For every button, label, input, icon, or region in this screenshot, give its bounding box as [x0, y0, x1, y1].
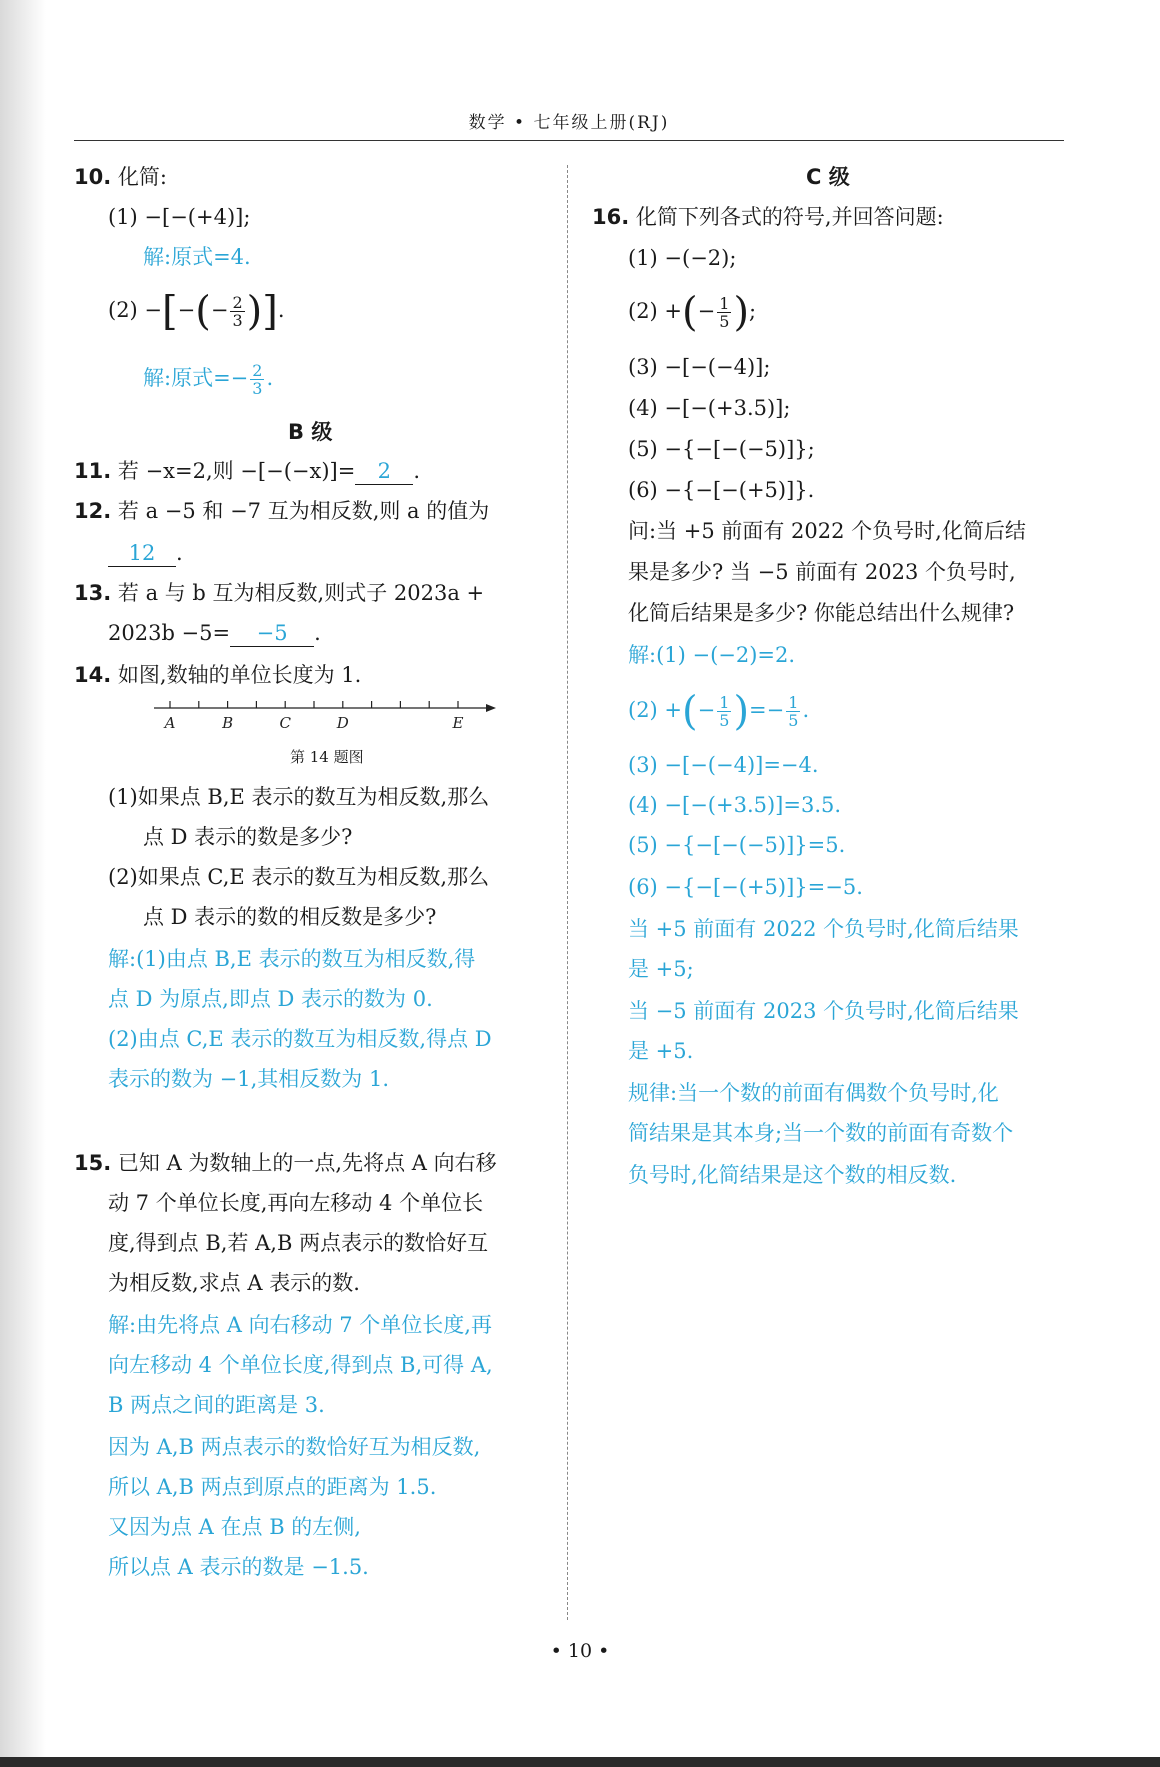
q16-conclusion-line: 负号时,化简结果是这个数的相反数. [628, 1163, 957, 1187]
level-c-heading: C 级 [806, 165, 850, 189]
q13: 13. 若 a 与 b 互为相反数,则式子 2023a + [74, 581, 485, 605]
q15-answer-line: 所以 A,B 两点到原点的距离为 1.5. [108, 1475, 437, 1499]
q15-line: 度,得到点 B,若 A,B 两点表示的数恰好互 [108, 1231, 489, 1255]
q14-part2-line1: (2)如果点 C,E 表示的数互为相反数,那么 [108, 865, 490, 889]
q14-answer-line: 表示的数为 −1,其相反数为 1. [108, 1067, 390, 1091]
q10-answer1: 解:原式=4. [143, 245, 251, 269]
page-header: 数学 • 七年级上册(RJ) [468, 113, 670, 133]
q16-question-line: 化简后结果是多少? 你能总结出什么规律? [628, 601, 1015, 625]
bottom-bar [0, 1757, 1160, 1767]
q16-conclusion-line: 当 −5 前面有 2023 个负号时,化简后结果 [628, 999, 1019, 1023]
q15-answer-line: 又因为点 A 在点 B 的左侧, [108, 1515, 361, 1539]
q15-stem: 15. 已知 A 为数轴上的一点,先将点 A 向右移 [74, 1151, 497, 1175]
header-rule [74, 140, 1064, 141]
q15-answer-line: B 两点之间的距离是 3. [108, 1393, 325, 1417]
q16-answer6: (6) −{−[−(+5)]}=−5. [628, 875, 863, 899]
page-number: • 10 • [550, 1640, 610, 1662]
number-line-label: B [222, 714, 234, 732]
q16-part2: (2) +(− $\frac{1}{5}$ ); [628, 289, 757, 336]
q15-answer-line: 所以点 A 表示的数是 −1.5. [108, 1555, 369, 1579]
q16-conclusion-line: 规律:当一个数的前面有偶数个负号时,化 [628, 1081, 999, 1105]
q15-answer-line: 因为 A,B 两点表示的数恰好互为相反数, [108, 1435, 481, 1459]
number-line-arrow [486, 704, 496, 712]
q13-line2: 2023b −5= −5 . [108, 621, 321, 645]
number-line-figure [150, 696, 500, 736]
q13-answer-blank: −5 [230, 620, 314, 647]
q10-answer2: 解:原式=− $\frac{2}{3}$ . [143, 361, 274, 398]
q10-part1: (1) −[−(+4)]; [108, 205, 251, 229]
q16-part3: (3) −[−(−4)]; [628, 355, 771, 379]
q16-conclusion-line: 简结果是其本身;当一个数的前面有奇数个 [628, 1121, 1014, 1145]
number-line-label: A [164, 714, 176, 732]
q15-line: 为相反数,求点 A 表示的数. [108, 1271, 360, 1295]
q10-stem: 10. 化简: [74, 165, 167, 189]
q16-part1: (1) −(−2); [628, 246, 737, 270]
q14-answer-line: 解:(1)由点 B,E 表示的数互为相反数,得 [108, 947, 476, 971]
number-line-label: D [336, 714, 349, 732]
q14-answer-line: (2)由点 C,E 表示的数互为相反数,得点 D [108, 1027, 492, 1051]
q16-question-line: 问:当 +5 前面有 2022 个负号时,化简后结 [628, 519, 1026, 543]
q12: 12. 若 a −5 和 −7 互为相反数,则 a 的值为 [74, 499, 490, 523]
q16-stem: 16. 化简下列各式的符号,并回答问题: [592, 205, 944, 229]
column-divider [567, 165, 568, 1620]
q16-part5: (5) −{−[−(−5)]}; [628, 437, 815, 461]
figure-caption: 第 14 题图 [290, 748, 364, 766]
page-edge-shadow [0, 0, 46, 1767]
q15-line: 动 7 个单位长度,再向左移动 4 个单位长 [108, 1191, 484, 1215]
number-line-label: E [452, 714, 464, 732]
q16-conclusion-line: 当 +5 前面有 2022 个负号时,化简后结果 [628, 917, 1019, 941]
level-b-heading: B 级 [288, 420, 333, 444]
q16-answer4: (4) −[−(+3.5)]=3.5. [628, 793, 842, 817]
q16-answer3: (3) −[−(−4)]=−4. [628, 753, 819, 777]
q16-answer5: (5) −{−[−(−5)]}=5. [628, 833, 846, 857]
q10-part2: (2) −[−(− $\frac{2}{3}$ )]. [108, 288, 285, 335]
q12-answer-blank: 12 [108, 540, 176, 567]
q15-answer-line: 解:由先将点 A 向右移动 7 个单位长度,再 [108, 1313, 492, 1337]
q14-part2-line2: 点 D 表示的数的相反数是多少? [143, 905, 437, 929]
q16-part4: (4) −[−(+3.5)]; [628, 396, 791, 420]
q16-conclusion-line: 是 +5; [628, 957, 694, 981]
q15-answer-line: 向左移动 4 个单位长度,得到点 B,可得 A, [108, 1353, 493, 1377]
q16-answer2: (2) +(− $\frac{1}{5}$ )=− $\frac{1}{5}$ . [628, 688, 810, 735]
number-line-label: C [279, 714, 291, 732]
q16-conclusion-line: 是 +5. [628, 1039, 694, 1063]
q16-part6: (6) −{−[−(+5)]}. [628, 478, 815, 502]
q11-answer-blank: 2 [355, 458, 413, 485]
q14-part1-line2: 点 D 表示的数是多少? [143, 825, 353, 849]
q14-answer-line: 点 D 为原点,即点 D 表示的数为 0. [108, 987, 433, 1011]
q14-part1-line1: (1)如果点 B,E 表示的数互为相反数,那么 [108, 785, 490, 809]
q16-question-line: 果是多少? 当 −5 前面有 2023 个负号时, [628, 560, 1016, 584]
q11: 11. 若 −x=2,则 −[−(−x)]= 2 . [74, 459, 420, 483]
q14-stem: 14. 如图,数轴的单位长度为 1. [74, 663, 362, 687]
q12-line2: 12 . [108, 538, 183, 568]
q16-answer1: 解:(1) −(−2)=2. [628, 643, 796, 667]
